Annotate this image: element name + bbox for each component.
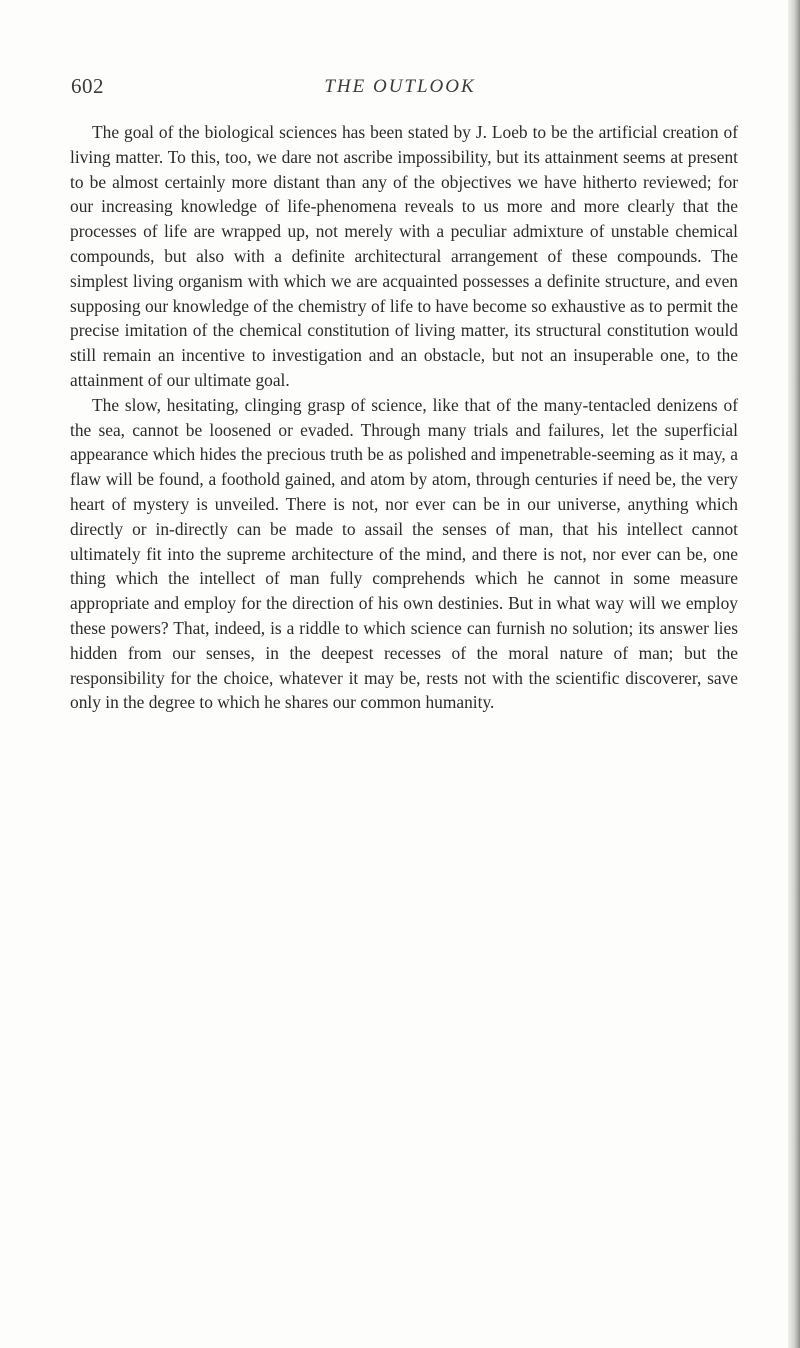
page-number: 602 [71,74,104,98]
paragraph: The goal of the biological sciences has been stated by J. Loeb to be the artificial creation of living matter. To this, too, we dare not ascribe impossibility, but its attainment seems at present to be almost certainly more distant than any of the objectives we have hitherto reviewed; for our increasing knowledge of life-phenomena reveals to us more and more clearly that the processes of life are wrapped up, not merely with a peculiar admixture of unstable chemical compounds, but also with a definite architectural arrangement of these compounds. The simplest living organism with which we are acquainted possesses a definite structure, and even supposing our knowledge of the chemistry of life to have become so exhaustive as to permit the precise imitation of the chemical constitution of living matter, its structural constitution would still remain an incentive to investigation and an obstacle, but not an insuperable one, to the attainment of our ultimate goal. [70,122,738,390]
page-edge [788,0,800,1348]
paragraph: The slow, hesitating, clinging grasp of science, like that of the many-tentacled denizens of the sea, cannot be loosened or evaded. Through many trials and failures, let the superficial appearance which hides the precious truth be as polished and impenetrable-seeming as it may, a flaw will be found, a foothold gained, and atom by atom, through centuries if need be, the very heart of mystery is unveiled. There is not, nor ever can be in our universe, anything which directly or in-directly can be made to assail the senses of man, that his intellect cannot ultimately fit into the supreme architecture of the mind, and there is not, nor ever can be, one thing which the intellect of man fully comprehends which he cannot in some measure appropriate and employ for the direction of his own destinies. But in what way will we employ these powers? That, indeed, is a riddle to which science can furnish no solution; its answer lies hidden from our senses, in the deepest recesses of the moral nature of man; but the responsibility for the choice, whatever it may be, rests not with the scientific discoverer, save only in the degree to which he shares our common humanity. [70,394,738,713]
running-title: THE OUTLOOK [324,76,476,97]
body-text [70,120,738,715]
page-header [0,74,800,104]
